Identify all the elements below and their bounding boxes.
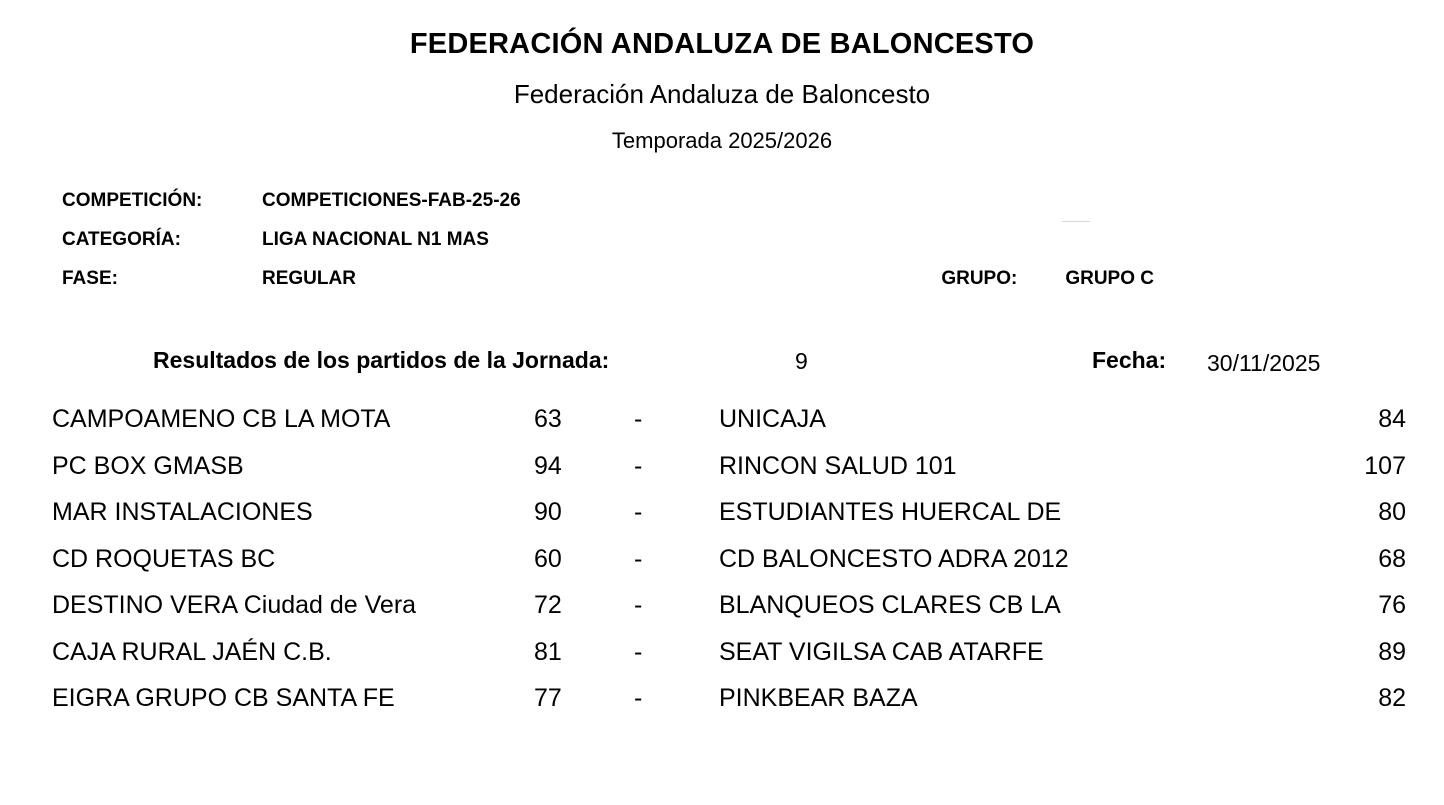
score-separator: -	[634, 591, 643, 619]
date-value: 30/11/2025	[1207, 350, 1321, 376]
results-heading: Resultados de los partidos de la Jornada:	[153, 347, 610, 373]
home-score: 72	[534, 591, 562, 619]
category-label: CATEGORÍA:	[62, 229, 181, 250]
home-score: 90	[534, 498, 562, 526]
home-team: PC BOX GMASB	[52, 451, 244, 480]
score-separator: -	[634, 498, 643, 526]
away-score: 68	[1378, 544, 1406, 573]
away-score: 76	[1378, 591, 1406, 619]
meta-row-category	[62, 229, 1444, 268]
home-team: CAMPOAMENO CB LA MOTA	[52, 405, 391, 433]
competition-meta	[0, 190, 1444, 307]
score-separator: -	[634, 405, 643, 433]
document-title: FEDERACIÓN ANDALUZA DE BALONCESTO	[409, 28, 1035, 60]
home-score: 60	[534, 544, 562, 573]
table-row	[0, 405, 1444, 452]
group-label: GRUPO:	[941, 268, 1018, 289]
competition-value: COMPETICIONES-FAB-25-26	[262, 190, 521, 211]
table-row	[0, 498, 1444, 545]
home-score: 81	[534, 637, 562, 666]
home-team: EIGRA GRUPO CB SANTA FE	[52, 684, 395, 712]
away-team: CD BALONCESTO ADRA 2012	[719, 544, 1069, 573]
date-label: Fecha:	[1092, 347, 1167, 373]
table-row	[0, 684, 1444, 731]
home-team: MAR INSTALACIONES	[52, 498, 313, 526]
phase-label: FASE:	[62, 268, 118, 289]
season-label: Temporada 2025/2026	[611, 128, 833, 153]
table-row	[0, 591, 1444, 638]
home-score: 77	[534, 684, 562, 712]
away-score: 84	[1378, 405, 1406, 433]
phase-value: REGULAR	[262, 268, 356, 289]
score-separator: -	[634, 544, 643, 573]
home-team: CAJA RURAL JAÉN C.B.	[52, 637, 332, 666]
table-row	[0, 545, 1444, 592]
table-row	[0, 452, 1444, 499]
away-team: SEAT VIGILSA CAB ATARFE	[719, 637, 1044, 666]
away-team: BLANQUEOS CLARES CB LA	[719, 591, 1061, 619]
home-team: CD ROQUETAS BC	[52, 544, 276, 573]
document-page	[0, 28, 1444, 805]
match-results-list	[0, 405, 1444, 731]
away-score: 80	[1378, 498, 1406, 526]
group-block	[941, 268, 1444, 290]
meta-row-phase	[62, 268, 1444, 307]
away-score: 107	[1364, 451, 1406, 480]
home-score: 63	[534, 405, 562, 433]
document-subtitle: Federación Andaluza de Baloncesto	[513, 79, 931, 109]
away-team: RINCON SALUD 101	[719, 451, 957, 480]
away-team: UNICAJA	[719, 405, 826, 433]
away-team: PINKBEAR BAZA	[719, 684, 918, 712]
home-score: 94	[534, 451, 562, 480]
away-team: ESTUDIANTES HUERCAL DE	[719, 498, 1062, 526]
home-team: DESTINO VERA Ciudad de Vera	[52, 591, 417, 619]
score-separator: -	[634, 451, 643, 480]
table-row	[0, 638, 1444, 685]
group-value: GRUPO C	[1065, 268, 1154, 289]
away-score: 89	[1378, 637, 1406, 666]
competition-label: COMPETICIÓN:	[62, 190, 203, 211]
results-heading-row	[0, 347, 1444, 391]
category-value: LIGA NACIONAL N1 MAS	[262, 229, 489, 250]
meta-row-competition	[62, 190, 1444, 229]
jornada-number: 9	[795, 348, 808, 374]
scan-artifact	[1062, 221, 1090, 222]
score-separator: -	[634, 684, 643, 712]
score-separator: -	[634, 637, 643, 666]
away-score: 82	[1378, 684, 1406, 712]
